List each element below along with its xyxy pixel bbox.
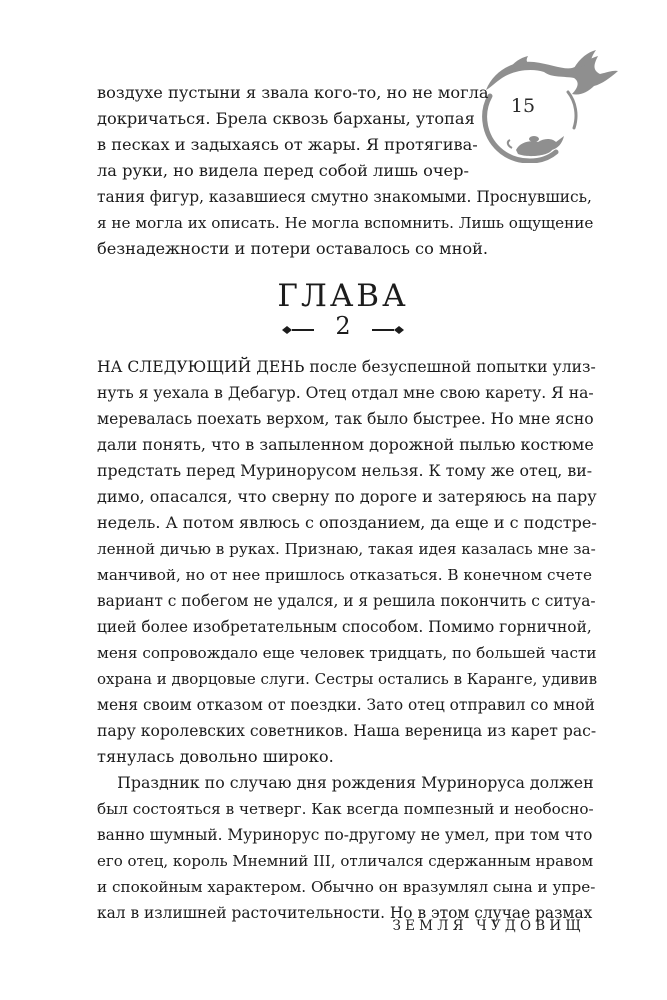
text-line: ленной дичью в руках. Признаю, такая идея казалась мне за-: [97, 540, 596, 558]
chapter-number-row: [0, 312, 667, 338]
text-line: его отец, король Мнемний III, отличался сдержанным нравом: [97, 852, 594, 870]
text-line: воздухе пустыни я звала кого-то, но не могла: [97, 83, 489, 102]
text-line: ванно шумный. Муринорус по-другому не умел, при том что: [97, 826, 593, 844]
text-line: меревалась поехать верхом, так было быстрее. Но мне ясно: [97, 410, 594, 428]
running-footer-book-title: ЗЕМЛЯ ЧУДОВИЩ: [392, 918, 585, 934]
text-line: дали понять, что в запыленном дорожной пылью костюме: [97, 435, 594, 454]
text-line: меня сопровождало еще человек тридцать, по большей части: [97, 644, 597, 662]
text-line: нуть я уехала в Дебагур. Отец отдал мне свою карету. Я на-: [97, 384, 594, 402]
text-line: Праздник по случаю дня рождения Муриноруса должен: [97, 773, 594, 792]
text-line: в песках и задыхаясь от жары. Я протягива-: [97, 135, 478, 154]
ornament-left-icon: [280, 324, 314, 336]
text-line: и спокойным характером. Обычно он вразумлял сына и упре-: [97, 878, 596, 896]
text-line: ла руки, но видела перед собой лишь очер-: [97, 161, 469, 180]
text-line: цией более изобретательным способом. Помимо горничной,: [97, 618, 592, 636]
text-line: предстать перед Муринорусом нельзя. К тому же отец, ви-: [97, 461, 593, 480]
chapter-number: 2: [335, 312, 351, 340]
text-line: докричаться. Брела сквозь барханы, утопая: [97, 109, 475, 128]
text-line: тянулась довольно широко.: [97, 747, 334, 766]
text-line: меня своим отказом от поездки. Зато отец отправил со мной: [97, 696, 595, 714]
text-line: я не могла их описать. Не могла вспомнить. Лишь ощущение: [97, 214, 594, 232]
text-line: кал в излишней расточительности. Но в этом случае размах: [97, 904, 593, 922]
text-line: НА СЛЕДУЮЩИЙ ДЕНЬ после безуспешной попытки улиз-: [97, 358, 596, 376]
text-line: тания фигур, казавшиеся смутно знакомыми. Проснувшись,: [97, 188, 592, 206]
text-line: вариант с побегом не удался, и я решила покончить с ситуа-: [97, 592, 596, 610]
chapter-title: ГЛАВА: [277, 278, 409, 314]
text-line: недель. А потом явлюсь с опозданием, да еще и с подстре-: [97, 513, 597, 532]
text-line: охрана и дворцовые слуги. Сестры остались в Каранге, удивив: [97, 670, 598, 688]
ornament-right-icon: [372, 324, 406, 336]
text-line: безнадежности и потери оставалось со мной.: [97, 239, 489, 258]
text-line: манчивой, но от нее пришлось отказаться. В конечном счете: [97, 566, 592, 584]
page-number: 15: [510, 95, 536, 117]
text-line: димо, опасался, что сверну по дороге и затеряюсь на пару: [97, 487, 597, 506]
text-line: пару королевских советников. Наша вереница из карет рас-: [97, 722, 597, 740]
text-line: был состояться в четверг. Как всегда помпезный и необосно-: [97, 800, 594, 818]
